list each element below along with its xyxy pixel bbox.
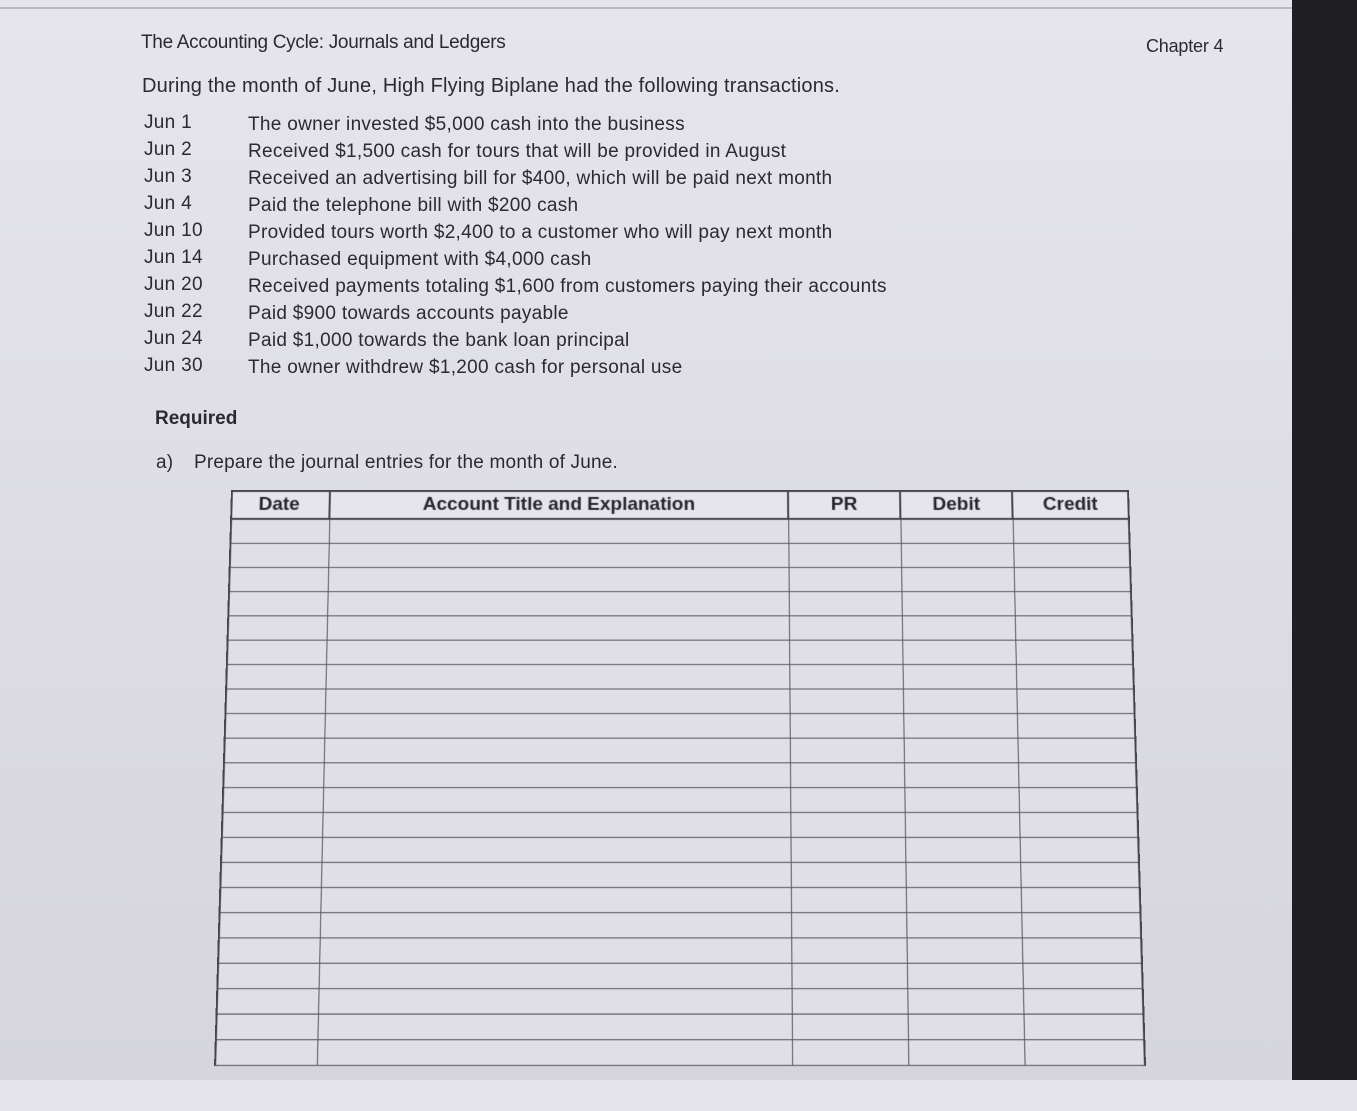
journal-row — [223, 788, 1138, 813]
transaction-date: Jun 14 — [144, 247, 203, 268]
page-title: The Accounting Cycle: Journals and Ledgers — [141, 32, 506, 53]
pr-cell — [790, 788, 905, 813]
credit-cell — [1022, 938, 1142, 963]
date-cell — [227, 640, 327, 664]
account-title-cell — [321, 862, 791, 887]
transaction-description: The owner withdrew $1,200 cash for personal use — [248, 357, 683, 378]
journal-row — [227, 640, 1133, 664]
screen-bezel — [1292, 0, 1357, 1080]
debit-cell — [903, 714, 1017, 739]
transaction-description: Received $1,500 cash for tours that will be provided in August — [248, 141, 787, 162]
transaction-row — [144, 247, 964, 274]
account-title-cell — [322, 812, 790, 837]
transaction-date: Jun 2 — [144, 139, 192, 160]
journal-table — [214, 490, 1146, 1066]
transaction-description: Provided tours worth $2,400 to a customer who will pay next month — [248, 222, 833, 243]
pr-cell — [791, 913, 906, 938]
pr-cell — [790, 714, 904, 739]
column-header-pr: PR — [788, 491, 900, 519]
pr-cell — [788, 519, 901, 543]
pr-cell — [791, 963, 907, 988]
account-title-cell — [328, 567, 789, 591]
required-heading: Required — [155, 408, 238, 429]
credit-cell — [1023, 1014, 1144, 1040]
transaction-date: Jun 4 — [144, 193, 192, 214]
account-title-cell — [320, 913, 791, 938]
account-title-cell — [328, 543, 788, 567]
account-title-cell — [318, 989, 792, 1014]
journal-row — [222, 812, 1138, 837]
transaction-row — [144, 301, 964, 328]
debit-cell — [903, 665, 1017, 689]
debit-cell — [907, 963, 1023, 988]
date-cell — [219, 913, 320, 938]
credit-cell — [1016, 665, 1134, 689]
date-cell — [215, 1040, 317, 1066]
transaction-row — [144, 328, 964, 355]
pr-cell — [791, 938, 907, 963]
date-cell — [216, 1014, 318, 1040]
pr-cell — [789, 640, 902, 664]
journal-row — [221, 837, 1139, 862]
transaction-row — [144, 220, 964, 247]
account-title-cell — [317, 1040, 792, 1066]
transaction-row — [144, 355, 964, 382]
pr-cell — [791, 887, 906, 912]
date-cell — [217, 963, 319, 988]
pr-cell — [792, 1040, 908, 1066]
credit-cell — [1014, 567, 1131, 591]
journal-row — [225, 714, 1136, 739]
date-cell — [218, 938, 320, 963]
debit-cell — [900, 519, 1013, 543]
task-item — [156, 452, 618, 474]
transaction-date: Jun 24 — [144, 328, 203, 349]
debit-cell — [906, 887, 1021, 912]
account-title-cell — [324, 714, 789, 739]
date-cell — [221, 837, 322, 862]
journal-row — [230, 543, 1131, 567]
credit-cell — [1019, 812, 1138, 837]
pr-cell — [792, 1014, 908, 1040]
date-cell — [220, 887, 321, 912]
account-title-cell — [321, 837, 790, 862]
date-cell — [225, 689, 325, 714]
transaction-row — [144, 112, 964, 139]
transaction-date: Jun 22 — [144, 301, 203, 322]
credit-cell — [1015, 616, 1133, 640]
credit-cell — [1013, 519, 1130, 543]
account-title-cell — [327, 616, 790, 640]
date-cell — [226, 665, 326, 689]
debit-cell — [905, 837, 1020, 862]
credit-cell — [1015, 640, 1133, 664]
journal-row — [226, 665, 1134, 689]
debit-cell — [905, 862, 1020, 887]
debit-cell — [901, 543, 1014, 567]
transaction-date: Jun 3 — [144, 166, 192, 187]
date-cell — [223, 763, 323, 788]
transaction-row — [144, 139, 964, 166]
transaction-date: Jun 20 — [144, 274, 203, 295]
journal-body — [215, 519, 1145, 1066]
date-cell — [228, 616, 328, 640]
transaction-date: Jun 10 — [144, 220, 203, 241]
transaction-description: Received payments totaling $1,600 from customers paying their accounts — [248, 276, 887, 297]
pr-cell — [789, 689, 903, 714]
date-cell — [230, 543, 329, 567]
credit-cell — [1016, 689, 1134, 714]
journal-row — [218, 938, 1142, 963]
account-title-cell — [325, 689, 790, 714]
credit-cell — [1020, 862, 1140, 887]
date-cell — [228, 592, 327, 616]
account-title-cell — [317, 1014, 792, 1040]
account-title-cell — [325, 665, 789, 689]
debit-cell — [907, 989, 1023, 1014]
debit-cell — [901, 567, 1014, 591]
account-title-cell — [319, 963, 792, 988]
transaction-description: Paid the telephone bill with $200 cash — [248, 195, 579, 216]
credit-cell — [1017, 738, 1136, 763]
column-header-debit: Debit — [900, 491, 1013, 519]
task-label: a) — [156, 452, 174, 473]
credit-cell — [1020, 837, 1139, 862]
journal-row — [223, 763, 1137, 788]
journal-row — [228, 616, 1133, 640]
debit-cell — [907, 938, 1023, 963]
transaction-description: Paid $1,000 towards the bank loan principal — [248, 330, 630, 351]
transaction-date: Jun 1 — [144, 112, 192, 133]
pr-cell — [790, 812, 905, 837]
debit-cell — [901, 592, 1014, 616]
journal-row — [220, 862, 1139, 887]
pr-cell — [790, 763, 904, 788]
journal-header-row — [231, 491, 1129, 519]
debit-cell — [905, 812, 1020, 837]
account-title-cell — [329, 519, 789, 543]
journal-row — [228, 592, 1131, 616]
transaction-description: Purchased equipment with $4,000 cash — [248, 249, 592, 270]
date-cell — [230, 519, 329, 543]
debit-cell — [903, 689, 1017, 714]
transaction-description: Received an advertising bill for $400, which will be paid next month — [248, 168, 833, 189]
transaction-row — [144, 166, 964, 193]
debit-cell — [902, 616, 1015, 640]
column-header-credit: Credit — [1012, 491, 1129, 519]
transaction-date: Jun 30 — [144, 355, 203, 376]
pr-cell — [789, 592, 902, 616]
credit-cell — [1022, 963, 1142, 988]
transaction-description: The owner invested $5,000 cash into the business — [248, 114, 685, 135]
journal-row — [216, 1014, 1144, 1040]
journal-row — [224, 738, 1136, 763]
debit-cell — [906, 913, 1022, 938]
column-header-date: Date — [231, 491, 330, 519]
pr-cell — [788, 543, 901, 567]
pr-cell — [790, 837, 905, 862]
debit-cell — [904, 738, 1018, 763]
account-title-cell — [323, 788, 791, 813]
pr-cell — [792, 989, 908, 1014]
journal-row — [215, 1040, 1145, 1066]
pr-cell — [789, 665, 903, 689]
account-title-cell — [324, 738, 790, 763]
transaction-list — [144, 112, 964, 382]
credit-cell — [1024, 1040, 1145, 1066]
account-title-cell — [323, 763, 790, 788]
date-cell — [223, 788, 324, 813]
credit-cell — [1023, 989, 1144, 1014]
debit-cell — [904, 788, 1019, 813]
credit-cell — [1013, 543, 1130, 567]
pr-cell — [791, 862, 906, 887]
credit-cell — [1017, 714, 1135, 739]
account-title-cell — [327, 592, 789, 616]
date-cell — [220, 862, 321, 887]
debit-cell — [902, 640, 1016, 664]
journal-row — [217, 963, 1142, 988]
account-title-cell — [319, 938, 791, 963]
column-header-account-title: Account Title and Explanation — [329, 491, 788, 519]
chapter-label: Chapter 4 — [1146, 36, 1224, 56]
transaction-row — [144, 274, 964, 301]
debit-cell — [908, 1040, 1025, 1066]
journal-table-wrapper — [213, 490, 1146, 1111]
account-title-cell — [320, 887, 791, 912]
journal-row — [229, 567, 1131, 591]
credit-cell — [1019, 788, 1138, 813]
journal-row — [220, 887, 1141, 912]
date-cell — [217, 989, 319, 1014]
pr-cell — [790, 738, 904, 763]
task-text: Prepare the journal entries for the month of June. — [194, 452, 619, 473]
journal-row — [225, 689, 1134, 714]
intro-text: During the month of June, High Flying Biplane had the following transactions. — [142, 75, 841, 97]
account-title-cell — [326, 640, 789, 664]
journal-row — [219, 913, 1141, 938]
debit-cell — [904, 763, 1019, 788]
date-cell — [222, 812, 323, 837]
transaction-description: Paid $900 towards accounts payable — [248, 303, 569, 324]
pr-cell — [789, 616, 902, 640]
transaction-row — [144, 193, 964, 220]
journal-row — [230, 519, 1129, 543]
pr-cell — [789, 567, 902, 591]
credit-cell — [1021, 887, 1141, 912]
date-cell — [224, 738, 324, 763]
date-cell — [229, 567, 328, 591]
credit-cell — [1021, 913, 1141, 938]
journal-row — [217, 989, 1144, 1014]
credit-cell — [1014, 592, 1131, 616]
top-divider — [0, 7, 1357, 9]
debit-cell — [908, 1014, 1024, 1040]
credit-cell — [1018, 763, 1137, 788]
date-cell — [225, 714, 325, 739]
